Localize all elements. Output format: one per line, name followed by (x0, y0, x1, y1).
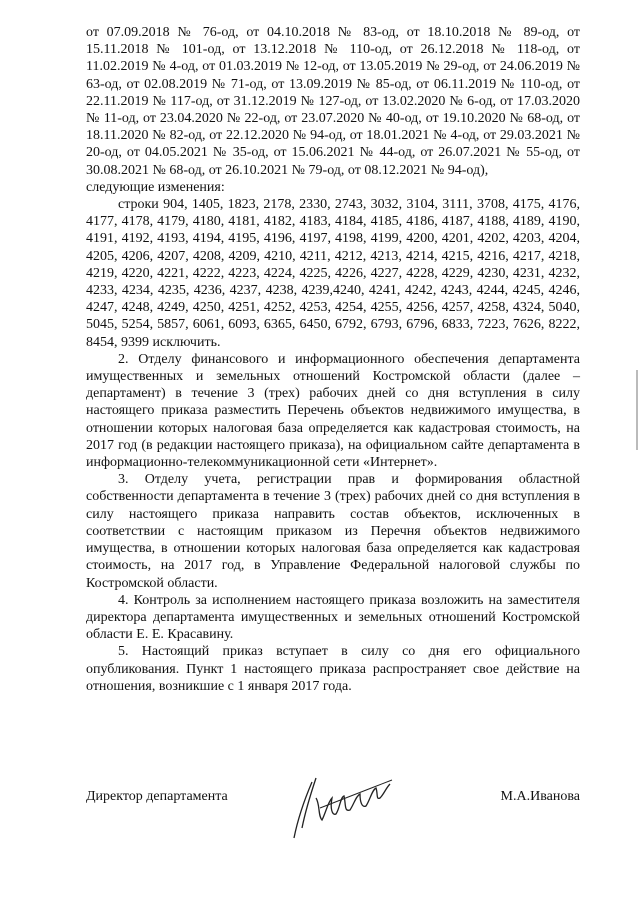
scan-edge-mark (636, 370, 638, 450)
orders-list-paragraph: от 07.09.2018 № 76-од, от 04.10.2018 № 83-од, от 18.10.2018 № 89-од, от 15.11.2018 № 101-од, от 13.12.2018 № 110-од, от 26.12.2018 № 118-од, от 11.02.2019 № 4-од, от 01.03.2019 № 12-од, от 13.05.2019 № 29-од, от 24.06.2019 № 63-од, от 02.08.2019 № 71-од, от 13.09.2019 № 85-од, от 06.11.2019 № 110-од, от 22.11.2019 № 117-од, от 31.12.2019 № 127-од, от 13.02.2020 № 6-од, от 17.03.2020 № 11-од, от 23.04.2020 № 22-од, от 23.07.2020 № 40-од, от 19.10.2020 № 68-од, от 18.11.2020 № 82-од, от 22.12.2020 № 94-од, от 18.01.2021 № 4-од, от 29.03.2021 № 20-од, от 04.05.2021 № 35-од, от 15.06.2021 № 44-од, от 26.07.2021 № 55-од, от 30.08.2021 № 68-од, от 26.10.2021 № 79-од, от 08.12.2021 № 94-од), (86, 25, 580, 178)
excluded-rows-paragraph: строки 904, 1405, 1823, 2178, 2330, 2743, 3032, 3104, 3111, 3708, 4175, 4176, 4177, 4178, 4179, 4180, 4181, 4182, 4183, 4184, 4185, 4186, 4187, 4188, 4189, 4190, 4191, 4192, 4193, 4194, 4195, 4196, 4197, 4198, 4199, 4200, 4201, 4202, 4203, 4204, 4205, 4206, 4207, 4208, 4209, 4210, 4211, 4212, 4213, 4214, 4215, 4216, 4217, 4218, 4219, 4220, 4221, 4222, 4223, 4224, 4225, 4226, 4227, 4228, 4229, 4230, 4231, 4232, 4233, 4234, 4235, 4236, 4237, 4238, 4239,4240, 4241, 4242, 4243, 4244, 4245, 4246, 4247, 4248, 4249, 4250, 4251, 4252, 4253, 4254, 4255, 4256, 4257, 4258, 4324, 5040, 5045, 5254, 5857, 6061, 6093, 6365, 6450, 6792, 6793, 6796, 6833, 7223, 7626, 8222, 8454, 9399 исключить. (86, 197, 580, 350)
document-body (86, 24, 580, 695)
signatory-name: М.А.Иванова (500, 789, 580, 804)
item-5-paragraph: 5. Настоящий приказ вступает в силу со дня его официального опубликования. Пункт 1 настоящего приказа распространяет свое действие на отношения, возникшие с 1 января 2017 года. (86, 644, 580, 694)
item-2-paragraph: 2. Отделу финансового и информационного обеспечения департамента имущественных и земельных отношений Костромской области (далее – департамент) в течение 3 (трех) рабочих дней со дня вступления в силу настоящего приказа разместить Перечень объектов недвижимого имущества, в отношении которых налоговая база определяется как кадастровая стоимость, на 2017 год (в редакции настоящего приказа), на официальном сайте департамента в информационно-телекоммуникационной сети «Интернет». (86, 351, 580, 471)
signatory-position: Директор департамента (86, 789, 228, 804)
handwritten-signature (276, 768, 406, 848)
changes-intro: следующие изменения: (86, 179, 225, 195)
item-4-paragraph: 4. Контроль за исполнением настоящего приказа возложить на заместителя директора департамента имущественных и земельных отношений Костромской области Е. Е. Красавину. (86, 592, 580, 643)
item-3-paragraph: 3. Отделу учета, регистрации прав и формирования областной собственности департамента в течение 3 (трех) рабочих дней со дня вступления в силу настоящего приказа направить состав объектов, исключенных в соответствии с настоящим приказом из Перечня объектов недвижимого имущества, в отношении которых налоговая база определяется как кадастровая стоимость, на 2017 год, в Управление Федеральной налоговой службы по Костромской области. (86, 472, 580, 591)
